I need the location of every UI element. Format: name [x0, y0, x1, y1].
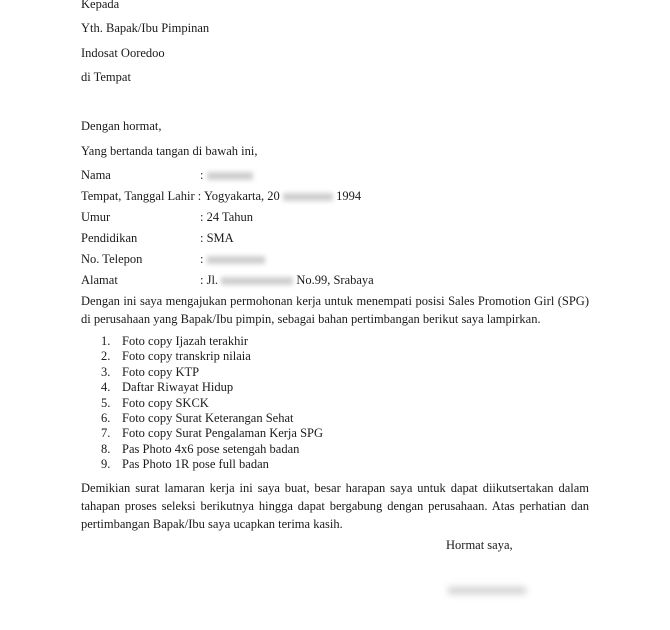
attachment-item-number: 6.: [101, 411, 111, 425]
field-address-label: Alamat: [81, 273, 118, 287]
field-name-value: [200, 167, 253, 183]
attachment-item-number: 8.: [101, 441, 111, 456]
field-phone-colon: :: [200, 252, 207, 266]
attachment-item-text: Foto copy SKCK: [122, 395, 209, 410]
redacted-phone: [207, 256, 265, 264]
recipient-company: Indosat Ooredoo: [81, 46, 165, 60]
attachment-item-number: 2.: [101, 349, 111, 364]
intro-line: Yang bertanda tangan di bawah ini,: [81, 144, 258, 158]
field-name-label: Nama: [81, 168, 111, 182]
attachment-item-text: Pas Photo 1R pose full badan: [122, 457, 269, 472]
attachment-item-text: Daftar Riwayat Hidup: [122, 380, 234, 395]
field-birth-label: Tempat, Tanggal Lahir :: [81, 189, 202, 203]
field-address-prefix: : Jl.: [200, 273, 219, 287]
attachment-item-number: 4.: [101, 380, 111, 395]
sign-off: Hormat saya,: [446, 538, 513, 552]
attachment-item-text: Foto copy Surat Pengalaman Kerja SPG: [122, 426, 324, 441]
attachment-item-number: 3.: [101, 364, 111, 379]
redacted-street: [221, 277, 293, 285]
field-birth-value: [204, 188, 361, 204]
body-paragraph: Dengan ini saya mengajukan permohonan kerja untuk menempati posisi Sales Promotion Girl (SPG) di perusahaan yang Bapak/Ibu pimpin, sebagai bahan pertimbangan berikut saya lampirkan.: [81, 294, 589, 326]
attachment-item-number: 9.: [101, 457, 111, 472]
attachment-item-text: Foto copy Surat Keterangan Sehat: [122, 411, 294, 425]
closing-paragraph: Demikian surat lamaran kerja ini saya buat, besar harapan saya untuk dapat diikutsertakan dalam tahapan proses seleksi berikutnya hingga dapat bergabung dengan perusahaan. Atas perhatian dan pertimbangan Bapak/Ibu saya ucapkan terima kasih.: [81, 481, 589, 531]
field-birth-suffix: 1994: [336, 189, 362, 203]
recipient-place: di Tempat: [81, 70, 131, 84]
attachment-item-text: Foto copy KTP: [122, 364, 200, 379]
attachment-item-number: 5.: [101, 395, 111, 410]
field-education-label: Pendidikan: [81, 231, 138, 245]
field-age-label: Umur: [81, 210, 111, 224]
recipient-to-label: Kepada: [81, 0, 120, 11]
attachment-item-number: 7.: [101, 426, 111, 441]
field-age-value: : 24 Tahun: [200, 210, 254, 224]
attachment-item-text: Pas Photo 4x6 pose setengah badan: [122, 441, 300, 456]
field-phone-value: [200, 251, 265, 267]
field-address-value: [200, 272, 374, 288]
field-education-value: : SMA: [200, 231, 234, 245]
attachment-item-text: Foto copy transkrip nilaia: [122, 349, 251, 364]
field-phone-label: No. Telepon: [81, 252, 143, 266]
field-birth-prefix: Yogyakarta, 20: [204, 189, 280, 203]
field-address-suffix: No.99, Srabaya: [296, 273, 374, 287]
attachment-item-text: Foto copy Ijazah terakhir: [122, 334, 248, 348]
signature-name-redacted: [448, 584, 526, 596]
field-name-colon: :: [200, 168, 207, 182]
attachment-item-number: 1.: [101, 334, 111, 348]
recipient-addressee: Yth. Bapak/Ibu Pimpinan: [81, 21, 210, 35]
redacted-name: [207, 172, 253, 180]
greeting: Dengan hormat,: [81, 119, 162, 133]
redacted-birth-month: [283, 193, 333, 201]
